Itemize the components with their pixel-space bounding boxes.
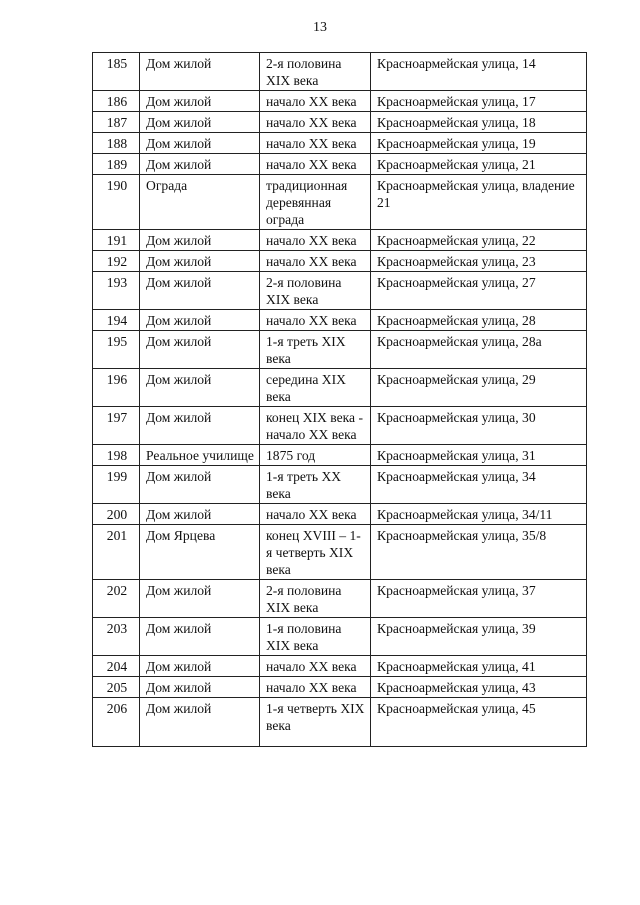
row-number-cell: 202 bbox=[93, 580, 140, 618]
address-cell: Красноармейская улица, 34/11 bbox=[371, 504, 587, 525]
dating-cell: начало XX века bbox=[260, 310, 371, 331]
dating-cell: 1-я половина XIX века bbox=[260, 618, 371, 656]
dating-cell: 1875 год bbox=[260, 445, 371, 466]
object-name-cell: Дом жилой bbox=[140, 272, 260, 310]
dating-cell: 1-я треть XX века bbox=[260, 466, 371, 504]
table-row bbox=[93, 466, 587, 504]
dating-cell: 2-я половина XIX века bbox=[260, 272, 371, 310]
table-row bbox=[93, 230, 587, 251]
table-row bbox=[93, 504, 587, 525]
object-name-cell: Ограда bbox=[140, 175, 260, 230]
object-name-cell: Дом жилой bbox=[140, 331, 260, 369]
address-cell: Красноармейская улица, 27 bbox=[371, 272, 587, 310]
table-row bbox=[93, 154, 587, 175]
address-cell: Красноармейская улица, 28а bbox=[371, 331, 587, 369]
object-name-cell: Дом жилой bbox=[140, 369, 260, 407]
address-cell: Красноармейская улица, владение 21 bbox=[371, 175, 587, 230]
address-cell: Красноармейская улица, 17 bbox=[371, 91, 587, 112]
dating-cell: начало XX века bbox=[260, 154, 371, 175]
row-number-cell: 197 bbox=[93, 407, 140, 445]
address-cell: Красноармейская улица, 45 bbox=[371, 698, 587, 747]
object-name-cell: Реальное училище bbox=[140, 445, 260, 466]
object-name-cell: Дом жилой bbox=[140, 407, 260, 445]
dating-cell: начало XX века bbox=[260, 230, 371, 251]
object-name-cell: Дом жилой bbox=[140, 91, 260, 112]
table-row bbox=[93, 133, 587, 154]
row-number-cell: 196 bbox=[93, 369, 140, 407]
object-name-cell: Дом жилой bbox=[140, 677, 260, 698]
row-number-cell: 198 bbox=[93, 445, 140, 466]
address-cell: Красноармейская улица, 30 bbox=[371, 407, 587, 445]
heritage-objects-table bbox=[92, 52, 587, 747]
dating-cell: начало XX века bbox=[260, 91, 371, 112]
table-row bbox=[93, 175, 587, 230]
object-name-cell: Дом Ярцева bbox=[140, 525, 260, 580]
table-row bbox=[93, 618, 587, 656]
row-number-cell: 192 bbox=[93, 251, 140, 272]
page-number: 13 bbox=[313, 20, 327, 35]
object-name-cell: Дом жилой bbox=[140, 656, 260, 677]
table-row bbox=[93, 369, 587, 407]
dating-cell: начало XX века bbox=[260, 112, 371, 133]
dating-cell: традиционная деревянная ограда bbox=[260, 175, 371, 230]
address-cell: Красноармейская улица, 37 bbox=[371, 580, 587, 618]
table-row bbox=[93, 677, 587, 698]
row-number-cell: 186 bbox=[93, 91, 140, 112]
table-row bbox=[93, 580, 587, 618]
object-name-cell: Дом жилой bbox=[140, 310, 260, 331]
table-row bbox=[93, 251, 587, 272]
dating-cell: середина XIX века bbox=[260, 369, 371, 407]
dating-cell: 2-я половина XIX века bbox=[260, 580, 371, 618]
row-number-cell: 203 bbox=[93, 618, 140, 656]
dating-cell: начало XX века bbox=[260, 251, 371, 272]
object-name-cell: Дом жилой bbox=[140, 618, 260, 656]
row-number-cell: 194 bbox=[93, 310, 140, 331]
row-number-cell: 188 bbox=[93, 133, 140, 154]
row-number-cell: 205 bbox=[93, 677, 140, 698]
dating-cell: начало XX века bbox=[260, 677, 371, 698]
table-row bbox=[93, 331, 587, 369]
table-row bbox=[93, 112, 587, 133]
row-number-cell: 199 bbox=[93, 466, 140, 504]
object-name-cell: Дом жилой bbox=[140, 466, 260, 504]
dating-cell: конец XIX века - начало XX века bbox=[260, 407, 371, 445]
dating-cell: 2-я половина XIX века bbox=[260, 53, 371, 91]
object-name-cell: Дом жилой bbox=[140, 698, 260, 747]
row-number-cell: 190 bbox=[93, 175, 140, 230]
row-number-cell: 191 bbox=[93, 230, 140, 251]
dating-cell: 1-я треть XIX века bbox=[260, 331, 371, 369]
object-name-cell: Дом жилой bbox=[140, 112, 260, 133]
object-name-cell: Дом жилой bbox=[140, 53, 260, 91]
address-cell: Красноармейская улица, 23 bbox=[371, 251, 587, 272]
address-cell: Красноармейская улица, 35/8 bbox=[371, 525, 587, 580]
row-number-cell: 195 bbox=[93, 331, 140, 369]
address-cell: Красноармейская улица, 18 bbox=[371, 112, 587, 133]
address-cell: Красноармейская улица, 28 bbox=[371, 310, 587, 331]
address-cell: Красноармейская улица, 31 bbox=[371, 445, 587, 466]
table-row bbox=[93, 525, 587, 580]
address-cell: Красноармейская улица, 14 bbox=[371, 53, 587, 91]
object-name-cell: Дом жилой bbox=[140, 251, 260, 272]
row-number-cell: 187 bbox=[93, 112, 140, 133]
table-row bbox=[93, 698, 587, 747]
row-number-cell: 200 bbox=[93, 504, 140, 525]
address-cell: Красноармейская улица, 34 bbox=[371, 466, 587, 504]
object-name-cell: Дом жилой bbox=[140, 154, 260, 175]
object-name-cell: Дом жилой bbox=[140, 504, 260, 525]
address-cell: Красноармейская улица, 21 bbox=[371, 154, 587, 175]
object-name-cell: Дом жилой bbox=[140, 580, 260, 618]
dating-cell: 1-я четверть XIX века bbox=[260, 698, 371, 747]
table-row bbox=[93, 407, 587, 445]
row-number-cell: 193 bbox=[93, 272, 140, 310]
address-cell: Красноармейская улица, 43 bbox=[371, 677, 587, 698]
address-cell: Красноармейская улица, 22 bbox=[371, 230, 587, 251]
table-row bbox=[93, 272, 587, 310]
row-number-cell: 201 bbox=[93, 525, 140, 580]
object-name-cell: Дом жилой bbox=[140, 230, 260, 251]
dating-cell: начало XX века bbox=[260, 656, 371, 677]
row-number-cell: 189 bbox=[93, 154, 140, 175]
table-row bbox=[93, 310, 587, 331]
table-row bbox=[93, 91, 587, 112]
address-cell: Красноармейская улица, 19 bbox=[371, 133, 587, 154]
table-row bbox=[93, 656, 587, 677]
address-cell: Красноармейская улица, 29 bbox=[371, 369, 587, 407]
table-row bbox=[93, 53, 587, 91]
table-body bbox=[93, 53, 587, 747]
dating-cell: начало XX века bbox=[260, 504, 371, 525]
dating-cell: начало XX века bbox=[260, 133, 371, 154]
table-row bbox=[93, 445, 587, 466]
dating-cell: конец XVIII – 1-я четверть XIX века bbox=[260, 525, 371, 580]
row-number-cell: 204 bbox=[93, 656, 140, 677]
address-cell: Красноармейская улица, 39 bbox=[371, 618, 587, 656]
row-number-cell: 206 bbox=[93, 698, 140, 747]
address-cell: Красноармейская улица, 41 bbox=[371, 656, 587, 677]
object-name-cell: Дом жилой bbox=[140, 133, 260, 154]
row-number-cell: 185 bbox=[93, 53, 140, 91]
